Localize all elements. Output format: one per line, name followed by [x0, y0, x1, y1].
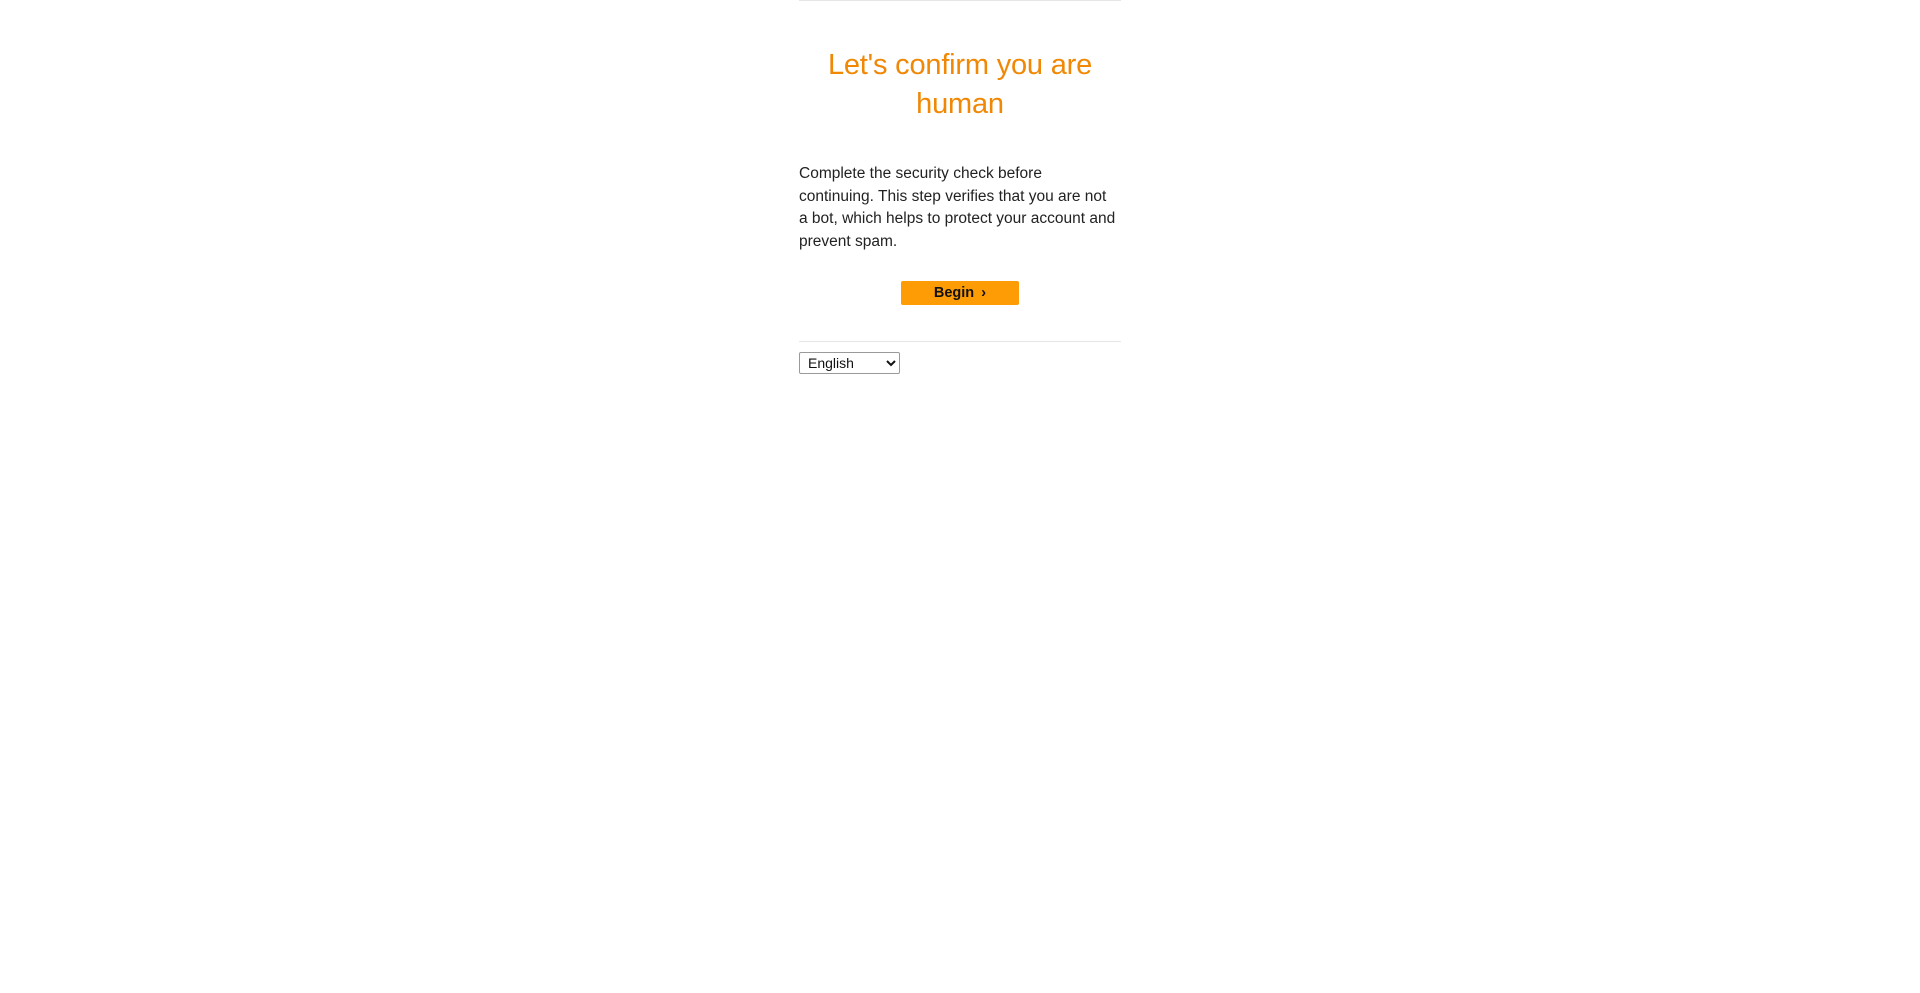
challenge-description: Complete the security check before continuing. This step verifies that you are not a bot, which helps to protect your account and prevent spam.	[799, 165, 1116, 250]
begin-button-row	[799, 281, 1121, 305]
bottom-divider	[799, 341, 1121, 342]
challenge-container	[799, 0, 1121, 374]
language-select[interactable]	[799, 352, 900, 374]
chevron-right-icon: ›	[981, 283, 987, 301]
page-title: Let's confirm you are human	[827, 49, 1093, 120]
language-row	[799, 352, 1121, 374]
begin-button[interactable]	[901, 281, 1019, 305]
begin-button-label: Begin	[933, 285, 975, 301]
